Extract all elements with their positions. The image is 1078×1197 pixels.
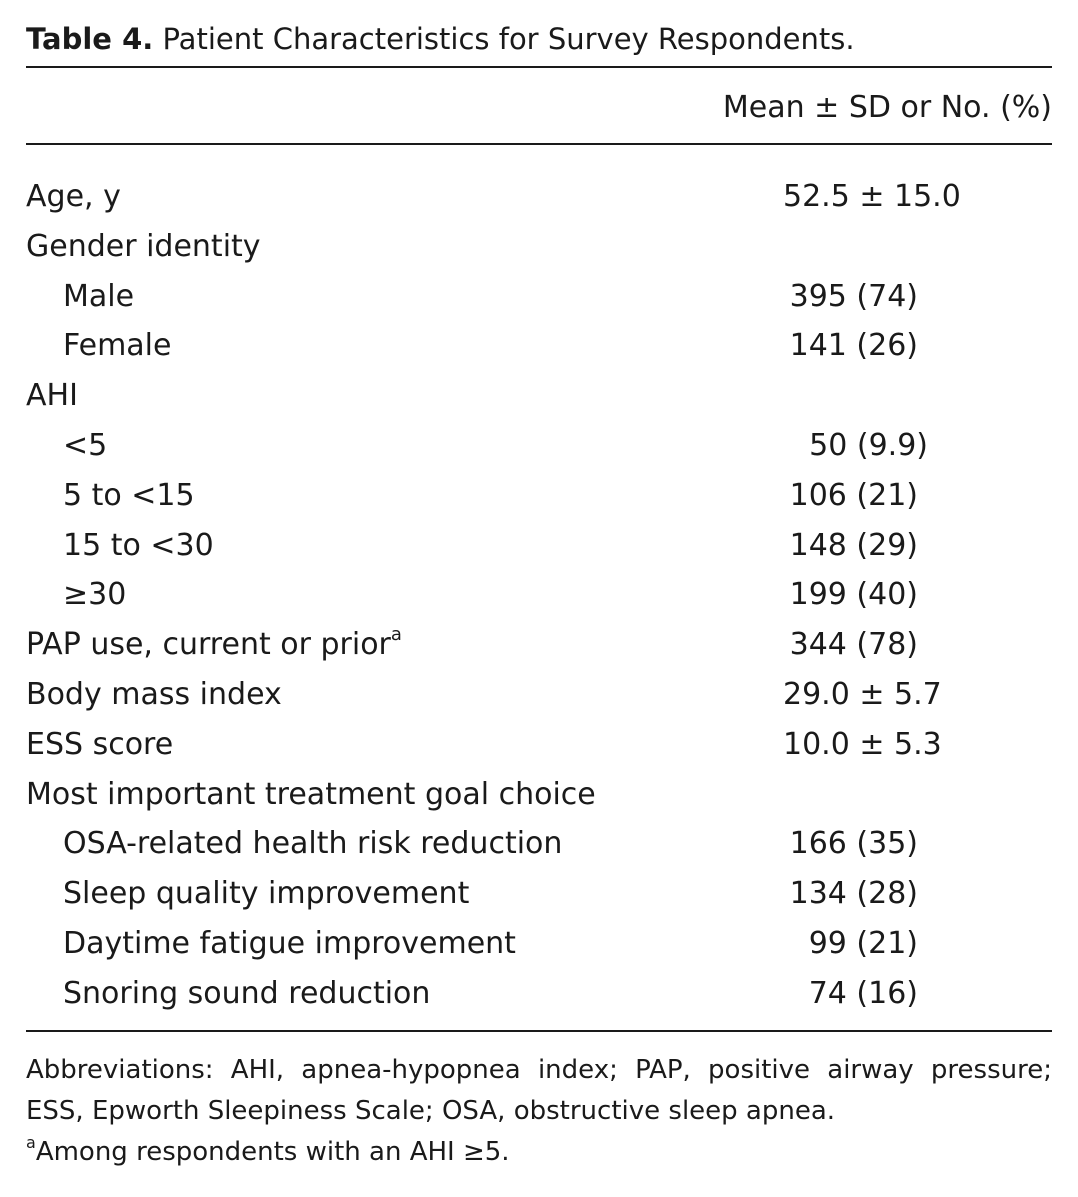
footnote	[26, 1132, 1052, 1173]
table-row	[26, 869, 1052, 919]
table-row	[26, 321, 1052, 371]
row-label-text: OSA-related health risk reduction	[63, 826, 563, 862]
row-value: 148 (29)	[789, 527, 918, 563]
bottom-rule	[26, 1030, 1052, 1032]
row-value: 134 (28)	[789, 876, 918, 912]
row-label	[63, 321, 171, 371]
row-label-text: Sleep quality improvement	[63, 876, 470, 912]
row-label	[26, 222, 261, 272]
row-label	[63, 919, 516, 969]
table-row	[26, 172, 1052, 222]
row-label-text: <5	[63, 427, 108, 463]
row-value: 141 (26)	[789, 328, 918, 364]
table-group-row	[26, 371, 1052, 421]
row-value: 106 (21)	[789, 477, 918, 513]
row-label-text: Age, y	[26, 179, 121, 214]
table-notes	[26, 1050, 1052, 1173]
table-number: Table 4.	[26, 22, 154, 56]
table-row	[26, 471, 1052, 521]
top-rule	[26, 66, 1052, 68]
row-label-text: Male	[63, 278, 135, 314]
footnote-marker: a	[390, 624, 402, 646]
abbreviations-note: Abbreviations: AHI, apnea-hypopnea index; PAP, positive airway pressure; ESS, Epworth Sleepiness Scale; OSA, obstructive sleep apnea.	[26, 1055, 1052, 1126]
table-body	[26, 172, 1052, 1019]
table-row	[26, 819, 1052, 869]
row-label-text: 15 to <30	[63, 527, 214, 563]
table-group-row	[26, 770, 1052, 820]
header-rule	[26, 143, 1052, 145]
row-label	[63, 521, 214, 571]
row-label	[26, 172, 121, 222]
row-label-text: ESS score	[26, 726, 174, 762]
table-row	[26, 969, 1052, 1019]
row-label-text: Most important treatment goal choice	[26, 776, 596, 812]
table-group-row	[26, 222, 1052, 272]
row-label-text: Daytime fatigue improvement	[63, 925, 516, 961]
table-row	[26, 720, 1052, 770]
row-label	[26, 670, 282, 720]
row-value: 29.0 ± 5.7	[783, 676, 942, 712]
table-row	[26, 272, 1052, 322]
row-value: 199 (40)	[789, 577, 918, 613]
row-value: 50 (9.9)	[809, 427, 928, 463]
table-row	[26, 421, 1052, 471]
table-row	[26, 919, 1052, 969]
row-label	[26, 770, 596, 820]
row-label	[63, 471, 195, 521]
table-row	[26, 670, 1052, 720]
row-label	[63, 969, 430, 1019]
row-value: 99 (21)	[808, 925, 918, 961]
row-label-text: Snoring sound reduction	[63, 975, 431, 1011]
row-label	[26, 720, 173, 770]
column-header: Mean ± SD or No. (%)	[722, 90, 1052, 125]
row-label	[63, 570, 126, 620]
row-label	[26, 620, 402, 670]
row-value: 395 (74)	[789, 278, 918, 314]
row-label-text: Gender identity	[26, 228, 261, 264]
table-row	[26, 521, 1052, 571]
row-label-text: Female	[63, 328, 172, 364]
row-label-text: PAP use, current or prior	[26, 627, 391, 663]
table-row	[26, 570, 1052, 620]
row-label	[63, 869, 469, 919]
row-label-text: Body mass index	[26, 676, 282, 712]
row-value: 344 (78)	[789, 627, 918, 663]
table-row	[26, 620, 1052, 670]
footnote-mark: a	[26, 1133, 36, 1152]
row-value: 74 (16)	[808, 975, 918, 1011]
row-label	[26, 371, 78, 421]
row-label-text: 5 to <15	[63, 477, 195, 513]
row-value: 52.5 ± 15.0	[783, 179, 961, 214]
row-label	[63, 421, 107, 471]
row-value: 10.0 ± 5.3	[783, 726, 942, 762]
table-title: Patient Characteristics for Survey Respondents.	[162, 22, 855, 56]
row-label-text: ≥30	[63, 577, 127, 613]
row-value: 166 (35)	[789, 826, 918, 862]
footnote-text: Among respondents with an AHI ≥5.	[35, 1137, 510, 1167]
row-label-text: AHI	[26, 378, 78, 414]
row-label	[63, 272, 134, 322]
row-label	[63, 819, 562, 869]
table-caption	[26, 22, 855, 56]
